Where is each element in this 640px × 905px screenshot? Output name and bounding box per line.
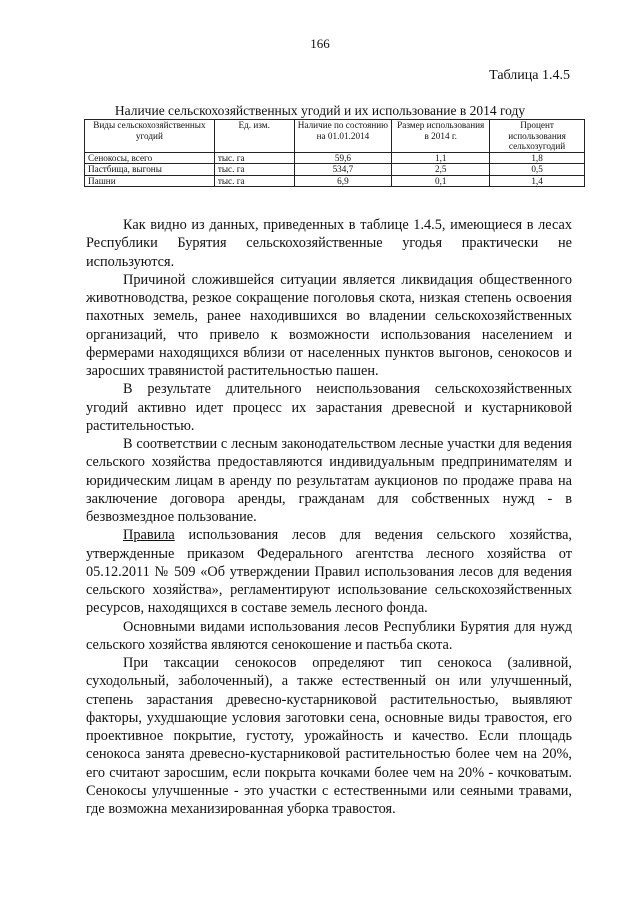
header-percent: Процент использования сельхозугодий xyxy=(490,120,585,153)
paragraph: В соответствии с лесным законодательством лесные участки для ведения сельского хозяйства предоставляются индивидуальным предпринимателям и юридическим лицам в аренду по результатам аукционов по продаже права на заключение договора аренды, гражданам для собственных нужд - в безвозмездное пользование. xyxy=(86,436,572,525)
cell-percent: 1,4 xyxy=(490,175,585,187)
cell-land-type: Сенокосы, всего xyxy=(85,152,215,164)
table-label: Таблица 1.4.5 xyxy=(489,68,570,83)
cell-percent: 1,8 xyxy=(490,152,585,164)
cell-land-type: Пастбища, выгоны xyxy=(85,164,215,176)
cell-available: 59,6 xyxy=(294,152,392,164)
cell-usage: 2,5 xyxy=(392,164,490,176)
paragraph: Причиной сложившейся ситуации является ликвидация общественного животноводства, резкое сокращение поголовья скота, низкая степень освоения пахотных земель, ранее находившихся во владении сельскохозяйственных организаций, что привело к возможности использования населением и фермерами находящихся вблизи от населенных пунктов выгонов, сенокосов и заросших травянистой растительностью пашен. xyxy=(86,271,572,379)
page-number: 166 xyxy=(310,36,330,51)
rules-paragraph-text: использования лесов для ведения сельского хозяйства, утвержденные приказом Федерального агентства лесного хозяйства от 05.12.2011 № 509 «Об утверждении Правил использования лесов для ведения сельского хозяйства», регламентируют использование сельскохозяйственных ресурсов, находящихся в составе земель лесного фонда. xyxy=(86,527,572,617)
cell-available: 534,7 xyxy=(294,164,392,176)
table-header-row xyxy=(85,120,585,153)
cell-available: 6,9 xyxy=(294,175,392,187)
table-row xyxy=(85,164,585,176)
paragraph: При таксации сенокосов определяют тип сенокоса (заливной, суходольный, заболоченный), а также естественный он или улучшенный, степень зарастания древесно-кустарниковой растительностью, выявляют факторы, ухудшающие условия заготовки сена, основные виды травостоя, его проективное покрытие, густоту, урожайность и качество. Если площадь сенокоса занята древесно-кустарниковой растительностью более чем на 20%, его считают заросшим, если покрыта кочками более чем на 20% - кочковатым. Сенокосы улучшенные - это участки с естественными или сеяными травами, где возможна механизированная уборка травостоя. xyxy=(86,655,572,817)
paragraph: Как видно из данных, приведенных в таблице 1.4.5, имеющиеся в лесах Республики Бурятия сельскохозяйственные угодья практически не используются. xyxy=(86,217,572,270)
table-row xyxy=(85,152,585,164)
header-unit: Ед. изм. xyxy=(214,120,294,153)
land-use-table xyxy=(84,119,585,187)
table-row xyxy=(85,175,585,187)
cell-unit: тыс. га xyxy=(214,175,294,187)
paragraph: Основными видами использования лесов Республики Бурятия для нужд сельского хозяйства являются сенокошение и пастьба скота. xyxy=(86,618,572,653)
header-land-type: Виды сельскохозяйственных угодий xyxy=(85,120,215,153)
header-usage: Размер использования в 2014 г. xyxy=(392,120,490,153)
cell-unit: тыс. га xyxy=(214,152,294,164)
rules-paragraph xyxy=(86,526,572,617)
cell-land-type: Пашни xyxy=(85,175,215,187)
cell-usage: 1,1 xyxy=(392,152,490,164)
header-available: Наличие по состоянию на 01.01.2014 xyxy=(294,120,392,153)
table-title: Наличие сельскохозяйственных угодий и их использование в 2014 году xyxy=(114,103,526,118)
rules-link[interactable]: Правила xyxy=(123,527,175,544)
cell-percent: 0,5 xyxy=(490,164,585,176)
cell-unit: тыс. га xyxy=(214,164,294,176)
cell-usage: 0,1 xyxy=(392,175,490,187)
body-text xyxy=(86,216,572,818)
paragraph: В результате длительного неиспользования сельскохозяйственных угодий активно идет процесс их зарастания древесной и кустарниковой растительностью. xyxy=(86,381,572,434)
